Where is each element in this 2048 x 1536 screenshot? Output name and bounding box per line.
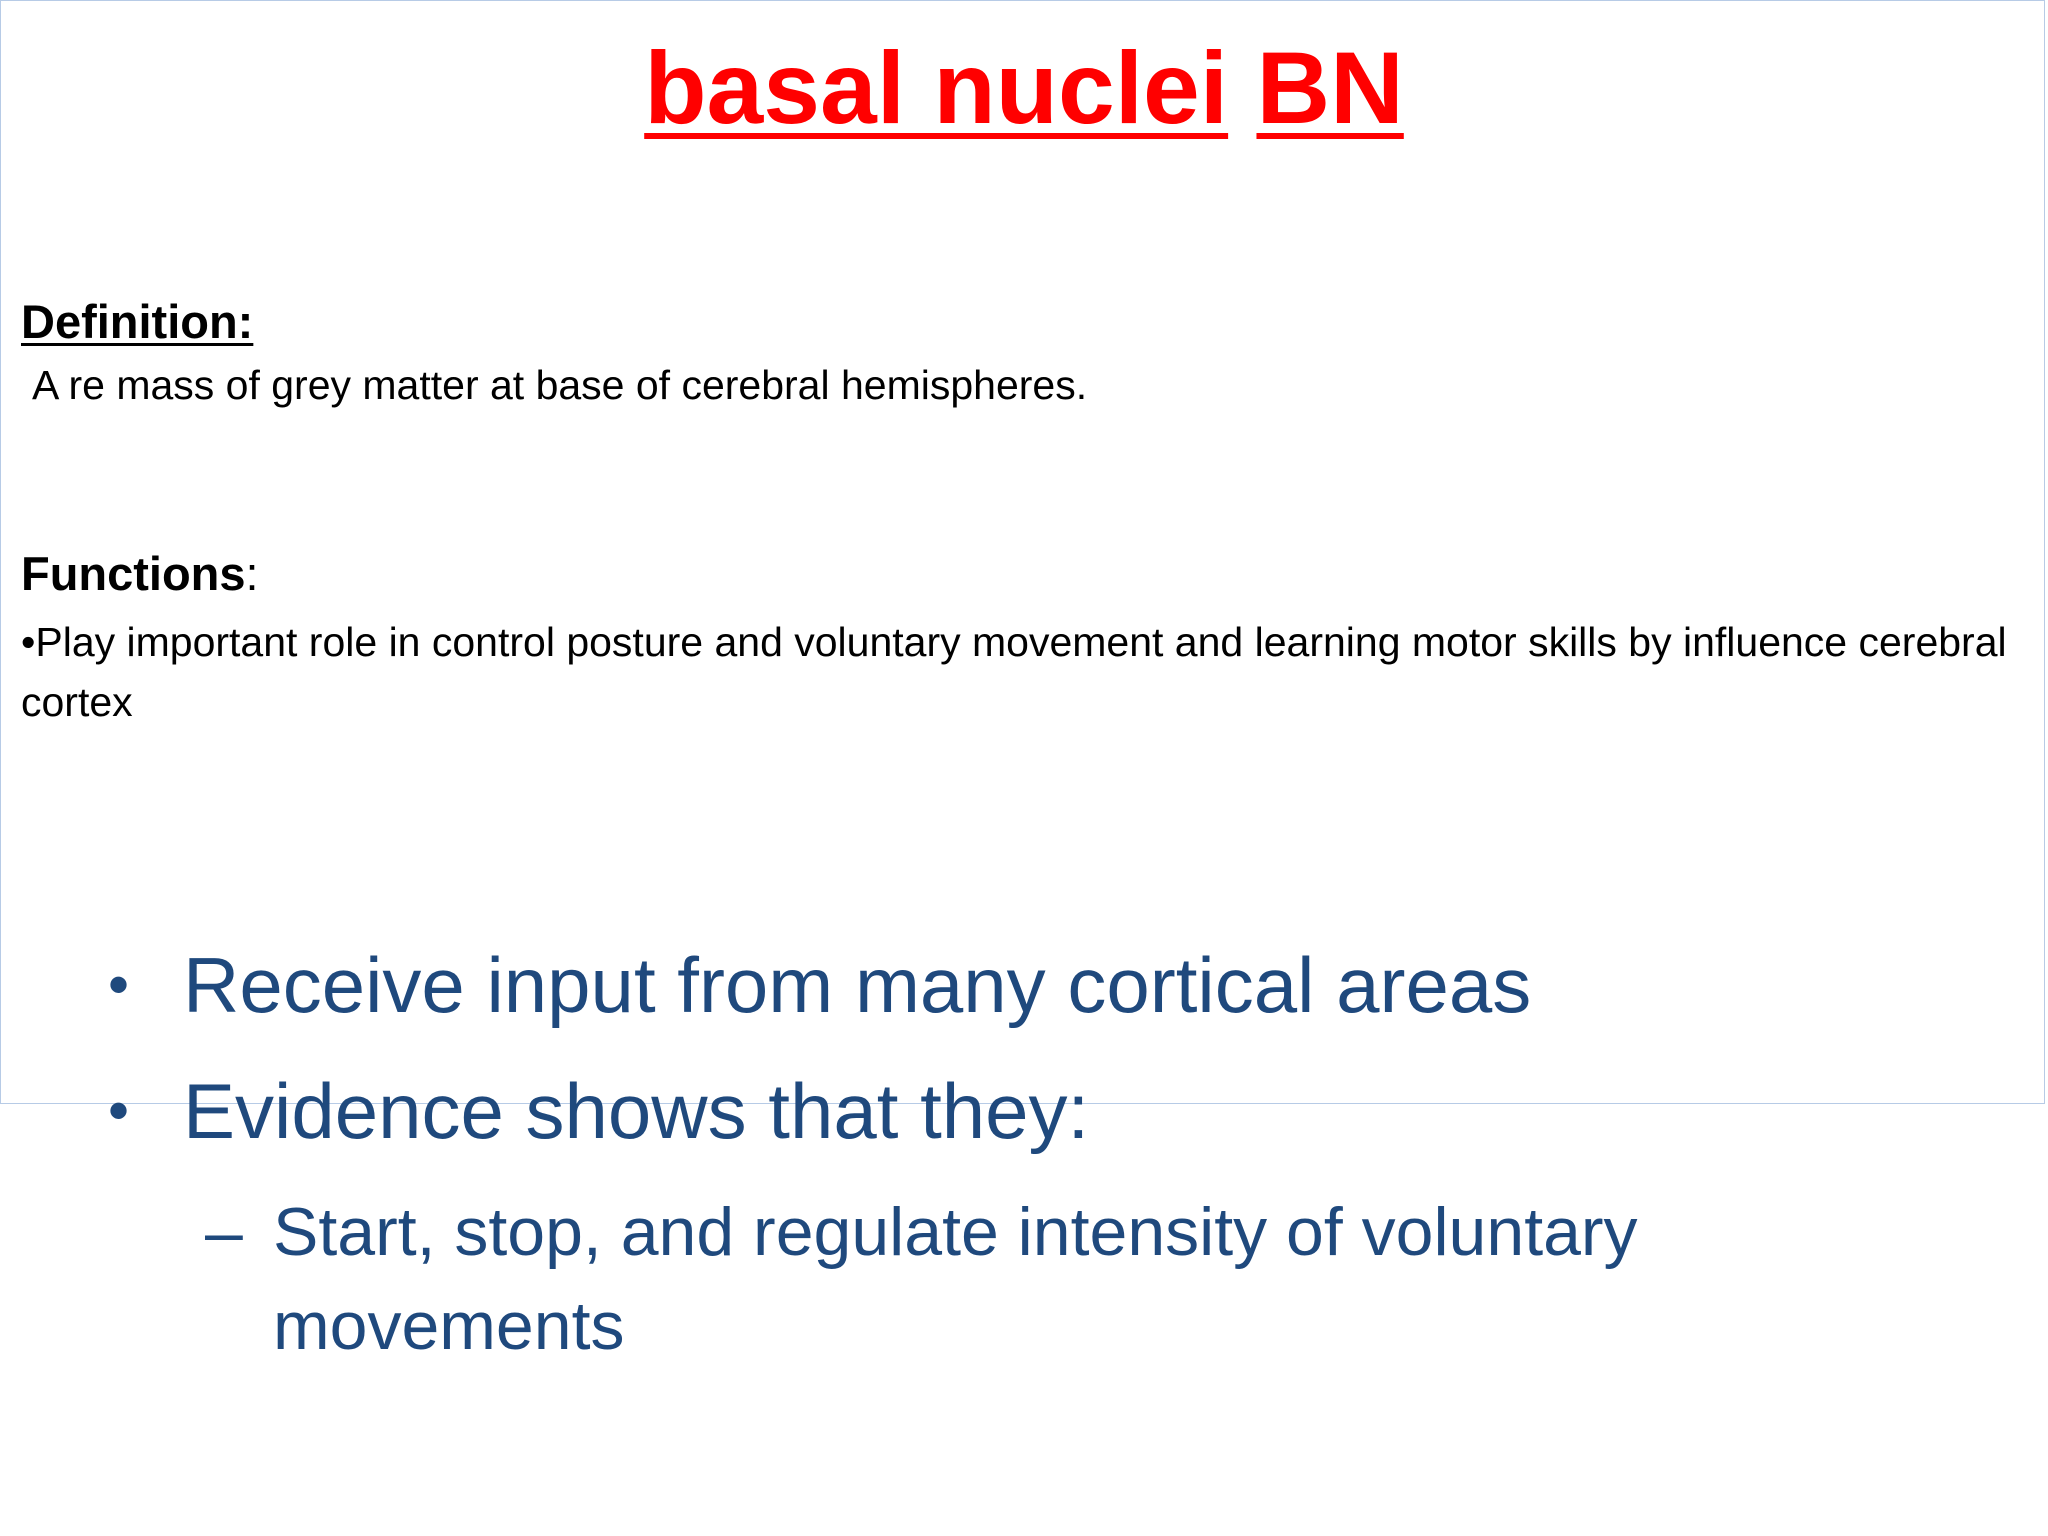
title-part-bn: BN bbox=[1256, 31, 1404, 145]
bullet-marker: • bbox=[108, 1077, 130, 1144]
bullet-marker: • bbox=[108, 951, 130, 1018]
sub-bullet-marker: – bbox=[205, 1194, 243, 1270]
definition-heading: Definition: bbox=[21, 295, 254, 348]
functions-heading bbox=[21, 546, 259, 602]
bullet-text: Evidence shows that they: bbox=[183, 1067, 1090, 1155]
functions-heading-colon: : bbox=[245, 547, 259, 600]
functions-description: Play important role in control posture and voluntary movement and learning motor skills by influence cerebral cortex bbox=[21, 619, 2007, 725]
bullet-item bbox=[108, 1056, 1089, 1166]
functions-bullet-marker: • bbox=[21, 619, 36, 665]
sub-bullet-item bbox=[205, 1185, 1805, 1373]
functions-text bbox=[21, 612, 2011, 732]
functions-heading-label: Functions bbox=[21, 547, 246, 600]
bullet-text: Receive input from many cortical areas bbox=[183, 941, 1532, 1029]
slide-title bbox=[0, 28, 2048, 148]
bullet-item bbox=[108, 930, 1531, 1040]
definition-text: A re mass of grey matter at base of cerebral hemispheres. bbox=[32, 362, 1088, 408]
title-part-basal-nuclei: basal nuclei bbox=[644, 31, 1229, 145]
sub-bullet-text: Start, stop, and regulate intensity of voluntary movements bbox=[273, 1194, 1638, 1364]
